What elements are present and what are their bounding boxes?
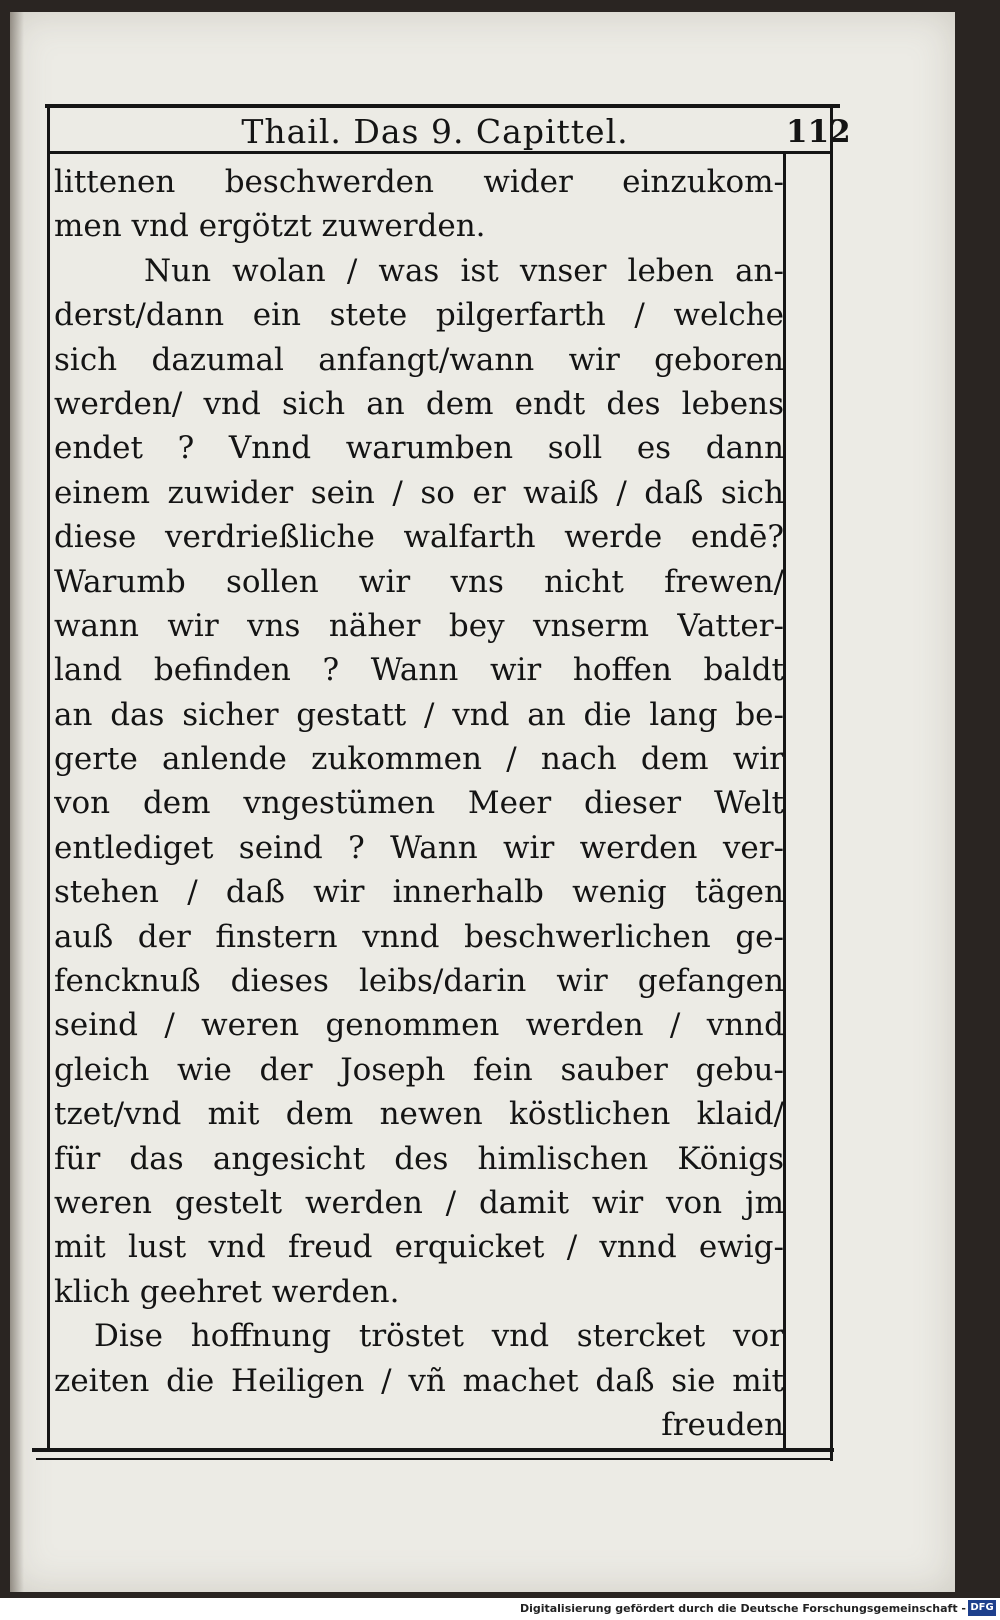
- text-line: gerte anlende zukommen / nach dem wir: [54, 741, 784, 778]
- digitization-footer: [0, 1598, 1000, 1620]
- frame-rule-bottom-secondary: [36, 1458, 832, 1460]
- text-line: endet ? Vnnd warumben soll es dann: [54, 430, 784, 467]
- funding-notice: Digitalisierung gefördert durch die Deutsche Forschungsgemeinschaft -: [519, 1602, 966, 1615]
- catchword: freuden: [661, 1406, 784, 1443]
- text-line: stehen / daß wir innerhalb wenig tägen: [54, 874, 784, 911]
- running-head: Thail. Das 9. Capittel.: [241, 112, 629, 151]
- text-line: für das angesicht des himlischen Königs: [54, 1140, 784, 1177]
- frame-rule-bottom: [32, 1448, 834, 1452]
- text-line: men vnd ergötzt zuwerden.: [54, 208, 486, 245]
- text-line: entlediget seind ? Wann wir werden ver-: [54, 829, 784, 866]
- text-line: zeiten die Heiligen / vñ machet daß sie mit: [54, 1362, 784, 1399]
- text-line: auß der finstern vnnd beschwerlichen ge-: [54, 918, 784, 955]
- text-line: Warumb sollen wir vns nicht frewen/: [54, 563, 784, 600]
- text-line: fencknuß dieses leibs/darin wir gefangen: [54, 963, 784, 1000]
- dfg-logo: DFG: [968, 1600, 996, 1616]
- frame-rule-top: [45, 104, 840, 108]
- text-line: werden/ vnd sich an dem endt des lebens: [54, 385, 784, 422]
- page-number: 112: [786, 114, 851, 150]
- page-gutter-shadow: [10, 12, 24, 1592]
- text-line: weren gestelt werden / damit wir von jm: [54, 1184, 784, 1221]
- body-text: [54, 160, 784, 1447]
- text-line: derst/dann ein stete pilgerfarth / welche: [54, 297, 784, 334]
- text-line: von dem vngestümen Meer dieser Welt: [54, 785, 784, 822]
- text-line: klich geehret werden.: [54, 1273, 400, 1310]
- text-line: mit lust vnd freud erquicket / vnnd ewig-: [54, 1229, 784, 1266]
- text-line: einem zuwider sein / so er waiß / daß sich: [54, 474, 784, 511]
- text-line: wann wir vns näher bey vnserm Vatter-: [54, 607, 784, 644]
- text-line: land befinden ? Wann wir hoffen baldt: [54, 652, 784, 689]
- text-line: seind / weren genommen werden / vnnd: [54, 1007, 784, 1044]
- text-line: Nun wolan / was ist vnser leben an-: [144, 252, 784, 289]
- text-line: tzet/vnd mit dem newen köstlichen klaid/: [54, 1096, 784, 1133]
- frame-rule-right-outer: [830, 106, 833, 1461]
- text-line: diese verdrießliche walfarth werde endē?: [54, 519, 784, 556]
- text-line: gleich wie der Joseph fein sauber gebu-: [54, 1051, 784, 1088]
- text-line: an das sicher gestatt / vnd an die lang be-: [54, 696, 784, 733]
- text-line: sich dazumal anfangt/wann wir geboren: [54, 341, 784, 378]
- text-line: Dise hoffnung tröstet vnd stercket vor: [94, 1318, 784, 1355]
- frame-rule-left: [47, 106, 50, 1451]
- text-line: littenen beschwerden wider einzukom-: [54, 164, 784, 200]
